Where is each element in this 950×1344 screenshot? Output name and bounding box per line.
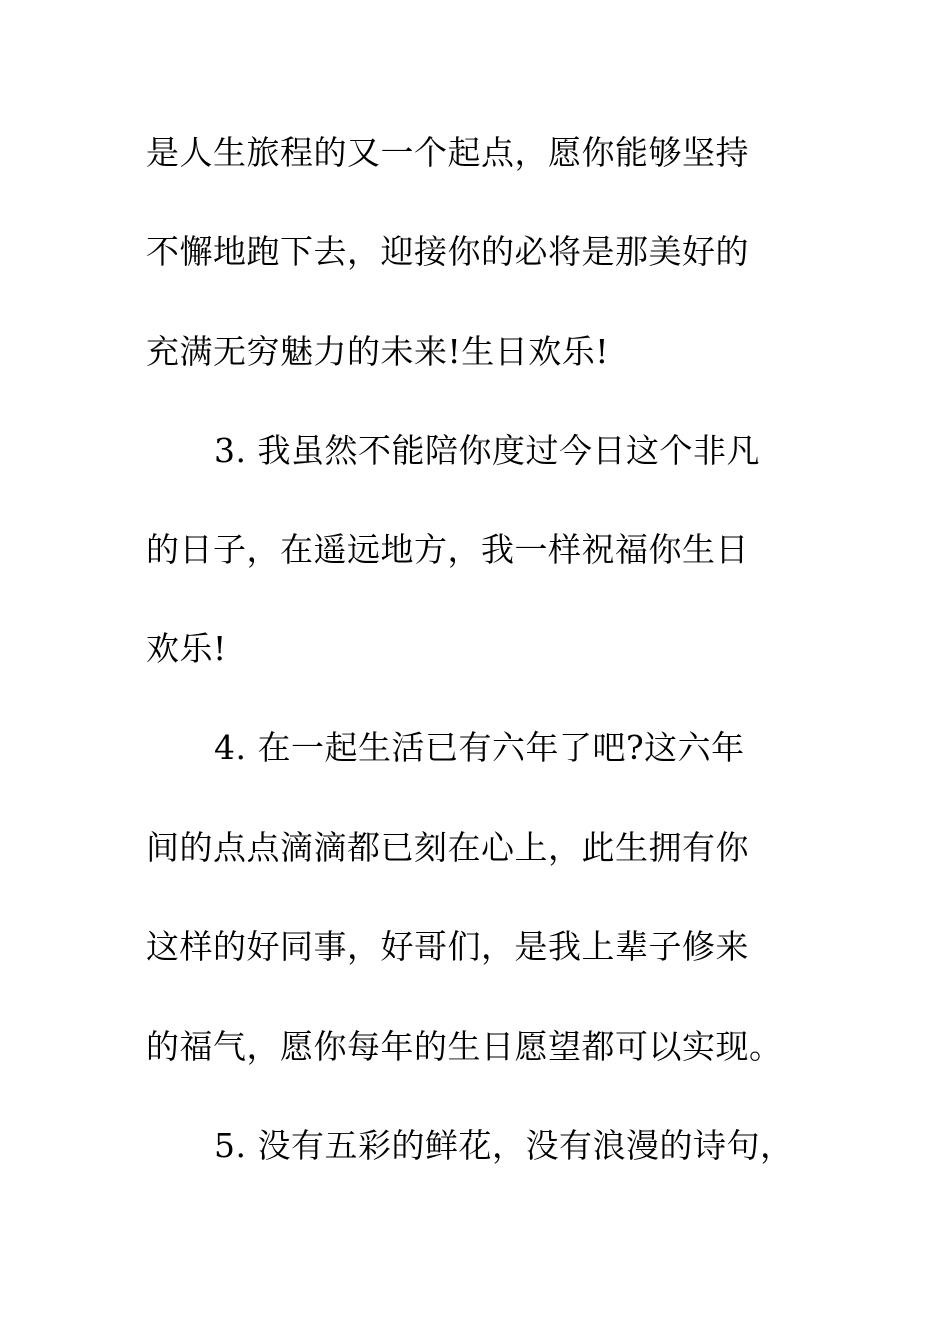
list-item-4-line-4: 的福气，愿你每年的生日愿望都可以实现。 [146,1027,783,1066]
list-item-3-line-1: 3. 我虽然不能陪你度过今日这个非凡 [214,431,760,470]
list-item-4-line-1: 4. 在一起生活已有六年了吧?这六年 [214,728,745,767]
list-item-4-line-2: 间的点点滴滴都已刻在心上，此生拥有你 [146,828,749,867]
list-item-4-line-3: 这样的好同事，好哥们，是我上辈子修来 [146,927,749,966]
list-item-3-line-3: 欢乐! [146,629,227,668]
paragraph-line-3: 充满无穷魅力的未来!生日欢乐! [146,332,610,371]
list-item-3-line-2: 的日子，在遥远地方，我一样祝福你生日 [146,530,749,569]
list-item-5-line-1: 5. 没有五彩的鲜花，没有浪漫的诗句， [214,1126,794,1165]
paragraph-line-1: 是人生旅程的又一个起点，愿你能够坚持 [146,133,749,172]
paragraph-line-2: 不懈地跑下去，迎接你的必将是那美好的 [146,232,749,271]
